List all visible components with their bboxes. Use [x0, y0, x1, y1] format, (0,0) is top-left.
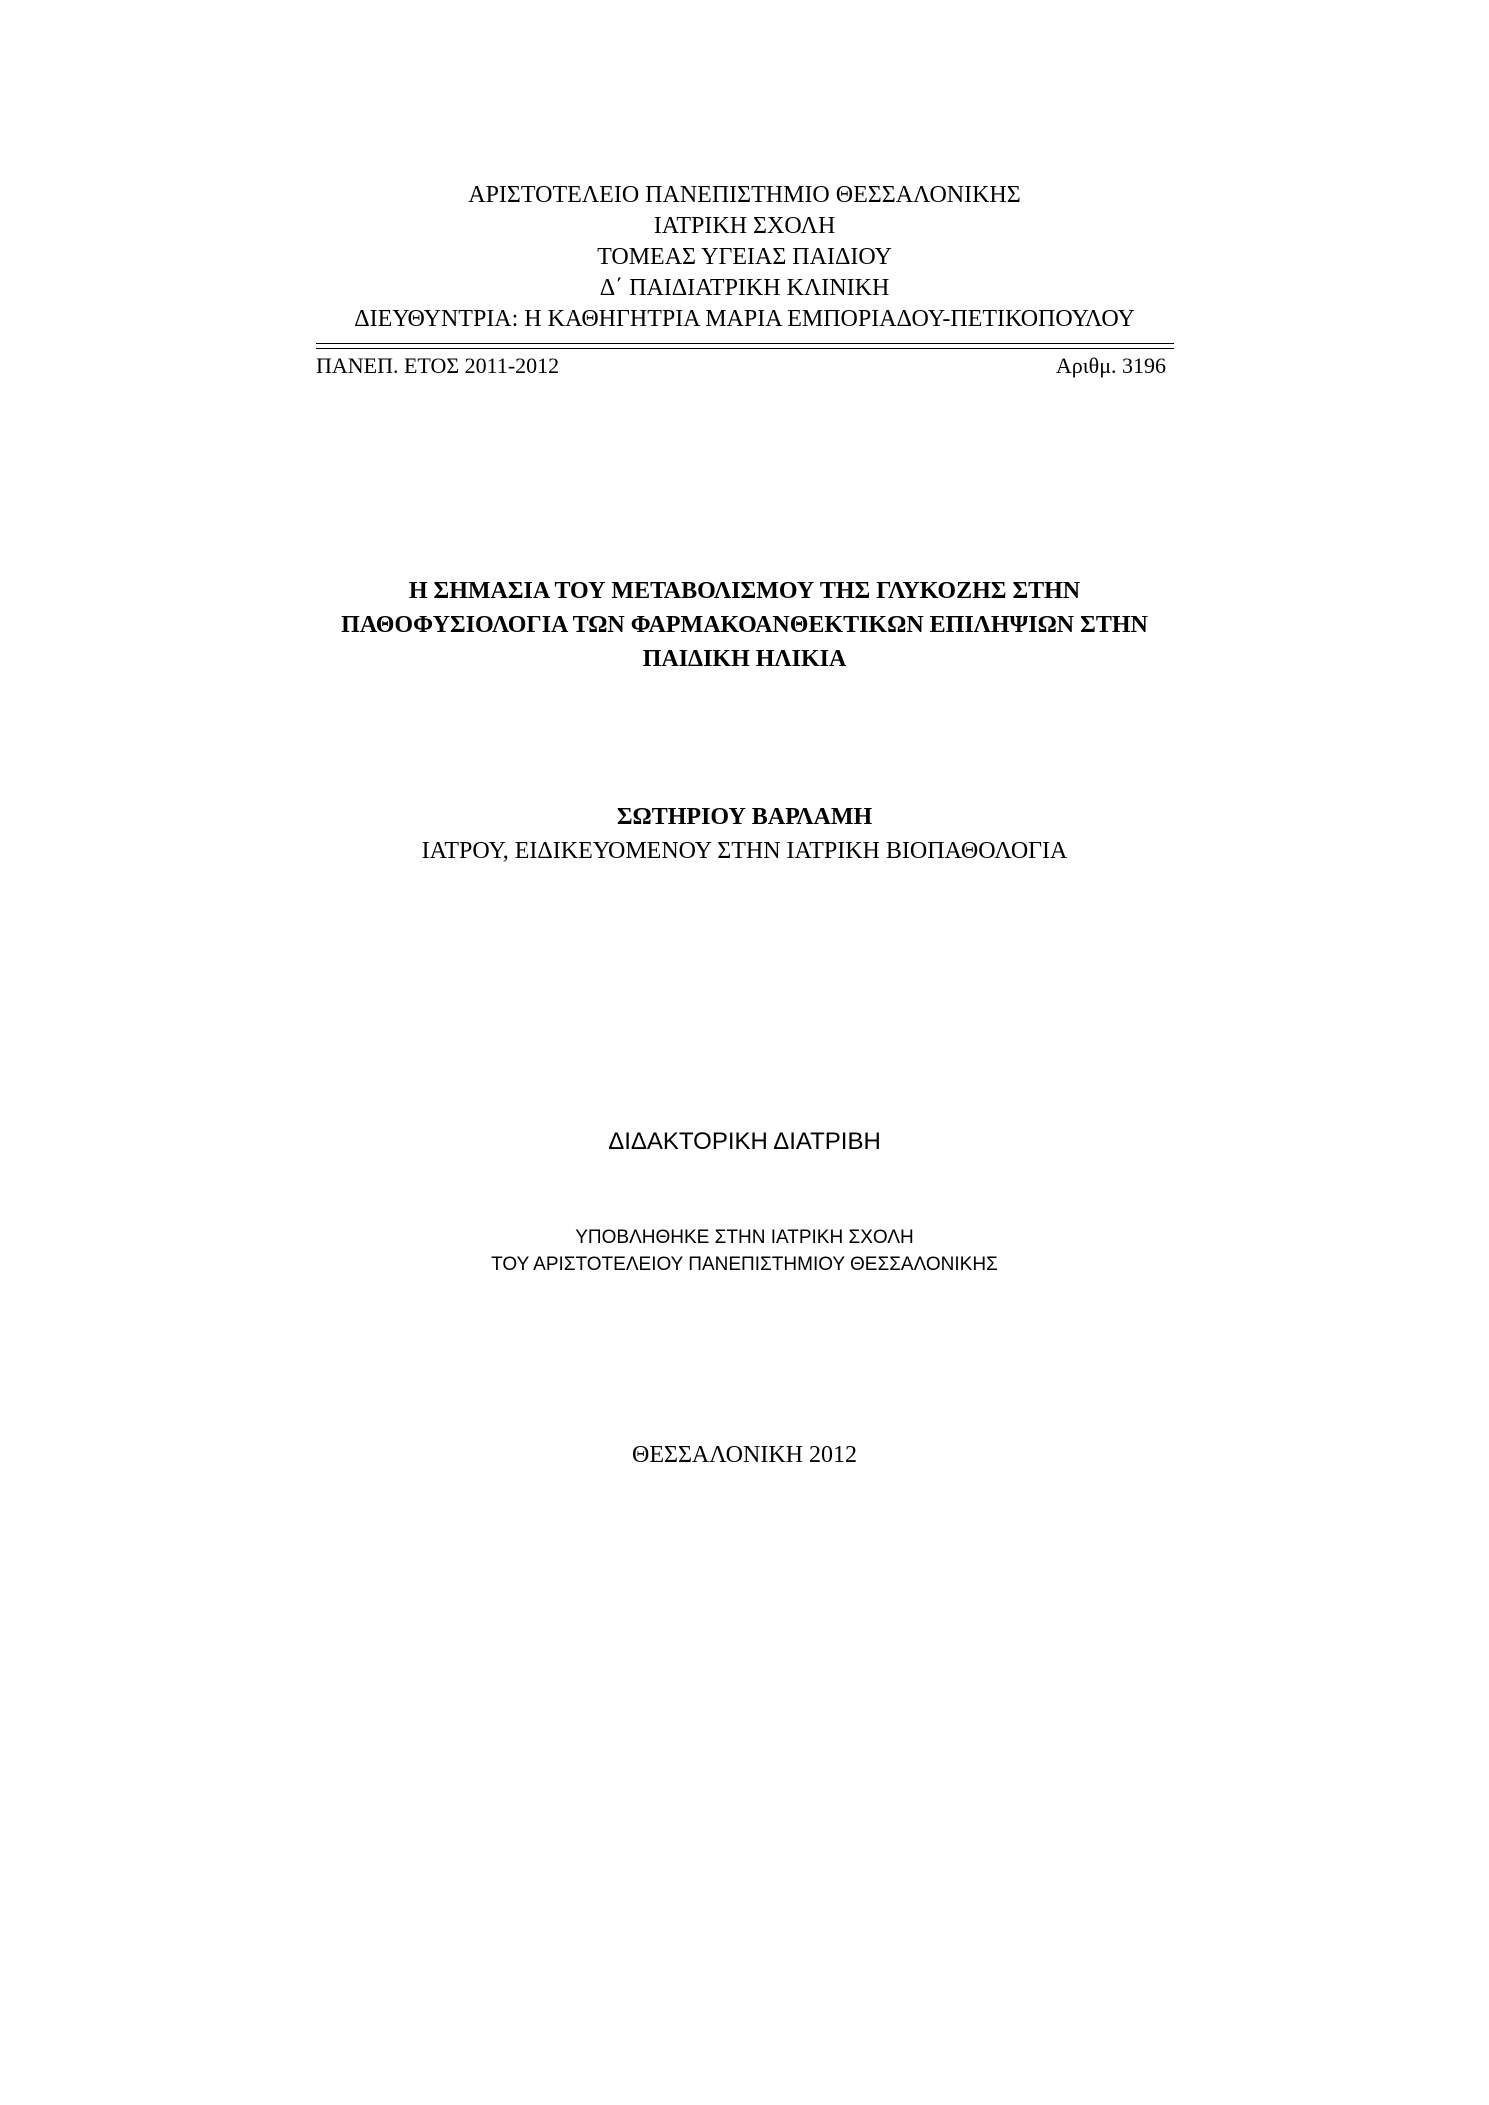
header-divider-bottom — [316, 348, 1174, 349]
submission-statement — [0, 1224, 1489, 1278]
clinic-name: Δ΄ ΠΑΙΔΙΑΤΡΙΚΗ ΚΛΙΝΙΚΗ — [599, 275, 890, 301]
department-name: ΤΟΜΕΑΣ ΥΓΕΙΑΣ ΠΑΙΔΙΟΥ — [597, 244, 892, 270]
thesis-title-line: ΠΑΙΔΙΚΗ ΗΛΙΚΙΑ — [642, 646, 847, 672]
university-name: ΑΡΙΣΤΟΤΕΛΕΙΟ ΠΑΝΕΠΙΣΤΗΜΙΟ ΘΕΣΣΑΛΟΝΙΚΗΣ — [468, 182, 1021, 208]
academic-year: ΠΑΝΕΠ. ΕΤΟΣ 2011-2012 — [316, 353, 560, 378]
thesis-title — [0, 574, 1489, 676]
document-number: Αριθμ. 3196 — [1055, 353, 1166, 378]
header-divider-top — [316, 343, 1174, 344]
place-and-year: ΘΕΣΣΑΛΟΝΙΚΗ 2012 — [632, 1442, 857, 1468]
author-name: ΣΩΤΗΡΙΟΥ ΒΑΡΛΑΜΗ — [616, 804, 873, 830]
author-description: ΙΑΤΡΟΥ, ΕΙΔΙΚΕΥΟΜΕΝΟΥ ΣΤΗΝ ΙΑΤΡΙΚΗ ΒΙΟΠΑΘΟΛΟΓΙΑ — [421, 838, 1068, 864]
degree-type: ΔΙΔΑΚΤΟΡΙΚΗ ΔΙΑΤΡΙΒΗ — [608, 1128, 881, 1155]
submission-line: ΥΠΟΒΛΗΘΗΚΕ ΣΤΗΝ ΙΑΤΡΙΚΗ ΣΧΟΛΗ — [575, 1227, 914, 1248]
thesis-title-line: ΠΑΘΟΦΥΣΙΟΛΟΓΙΑ ΤΩΝ ΦΑΡΜΑΚΟΑΝΘΕΚΤΙΚΩΝ ΕΠΙΛΗΨΙΩΝ ΣΤΗΝ — [341, 612, 1148, 638]
school-name: ΙΑΤΡΙΚΗ ΣΧΟΛΗ — [653, 213, 836, 239]
director-line: ΔΙΕΥΘΥΝΤΡΙΑ: Η ΚΑΘΗΓΗΤΡΙΑ ΜΑΡΙΑ ΕΜΠΟΡΙΑΔΟΥ-ΠΕΤΙΚΟΠΟΥΛΟΥ — [354, 306, 1135, 332]
thesis-title-line: Η ΣΗΜΑΣΙΑ ΤΟΥ ΜΕΤΑΒΟΛΙΣΜΟΥ ΤΗΣ ΓΛΥΚΟΖΗΣ ΣΤΗΝ — [408, 578, 1081, 604]
submission-line: ΤΟΥ ΑΡΙΣΤΟΤΕΛΕΙΟΥ ΠΑΝΕΠΙΣΤΗΜΙΟΥ ΘΕΣΣΑΛΟΝΙΚΗΣ — [491, 1254, 998, 1275]
institution-header — [0, 180, 1489, 335]
